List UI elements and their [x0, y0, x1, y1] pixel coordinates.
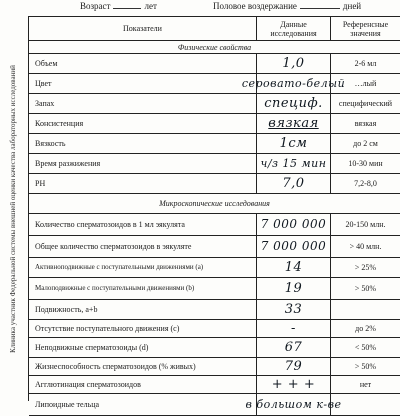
patient-header [28, 0, 400, 12]
abstinence-unit: дней [342, 1, 362, 11]
row-label: Отсутствие поступательного движения (c) [29, 320, 257, 338]
row-reference: 7,2-8,0 [331, 174, 400, 194]
row-value: 33 [257, 300, 331, 320]
row-label: Вязкость [29, 134, 257, 154]
row-value: 1,0 [257, 54, 331, 74]
row-reference [331, 394, 400, 416]
section-microscopic: Микроскопические исследования [29, 194, 400, 214]
row-reference: > 50% [331, 358, 400, 376]
row-value: 14 [257, 258, 331, 278]
row-reference: 20-150 млн. [331, 214, 400, 236]
row-value: 79 [257, 358, 331, 376]
abstinence-blank-line [300, 8, 340, 9]
row-value: + + + [257, 376, 331, 394]
row-reference: …лый [331, 74, 400, 94]
row-reference: 2-6 мл [331, 54, 400, 74]
row-label: Неподвижные сперматозоиды (d) [29, 338, 257, 358]
side-note [0, 18, 26, 400]
row-label: Подвижность, a+b [29, 300, 257, 320]
row-value: специф. [257, 94, 331, 114]
row-value: в большом к-ве [257, 394, 331, 416]
row-label: Общее количество сперматозоидов в эякуляте [29, 236, 257, 258]
row-label: Время разжижения [29, 154, 257, 174]
row-reference: нет [331, 376, 400, 394]
row-value: 67 [257, 338, 331, 358]
row-value: ч/з 15 мин [257, 154, 331, 174]
row-reference: до 2% [331, 320, 400, 338]
row-reference: < 50% [331, 338, 400, 358]
row-label: Объем [29, 54, 257, 74]
results-table [28, 16, 400, 411]
row-value: вязкая [257, 114, 331, 134]
row-label: Малоподвижные с поступательными движениями (b) [29, 278, 257, 300]
row-value: - [257, 320, 331, 338]
row-reference: > 40 млн. [331, 236, 400, 258]
abstinence-label: Половое воздержание [213, 1, 297, 11]
row-label: Жизнеспособность сперматозоидов (% живых) [29, 358, 257, 376]
section-physical: Физические свойства [29, 41, 400, 54]
age-unit: лет [144, 1, 157, 11]
abstinence-field [213, 0, 361, 12]
row-value: 1см [257, 134, 331, 154]
col-header-data: Данные исследования [257, 17, 331, 41]
row-reference: 10-30 мин [331, 154, 400, 174]
row-value: серовато-белый [257, 74, 331, 94]
row-label: Липоидные тельца [29, 394, 257, 416]
row-reference: вязкая [331, 114, 400, 134]
row-value: 7,0 [257, 174, 331, 194]
side-note-text: Клиника участник Федеральной системы внешней оценки качества лабораторных исследований [9, 65, 17, 353]
row-label: Количество сперматозоидов в 1 мл эякулята [29, 214, 257, 236]
row-value: 7 000 000 [257, 236, 331, 258]
row-label: Цвет [29, 74, 257, 94]
row-reference: специфический [331, 94, 400, 114]
row-value: 7 000 000 [257, 214, 331, 236]
row-reference [331, 300, 400, 320]
row-label: PH [29, 174, 257, 194]
row-label: Агглютинация сперматозоидов [29, 376, 257, 394]
row-label: Запах [29, 94, 257, 114]
row-reference: > 50% [331, 278, 400, 300]
row-reference: до 2 см [331, 134, 400, 154]
row-label: Консистенция [29, 114, 257, 134]
age-field [80, 0, 157, 12]
col-header-indicator: Показатели [29, 17, 257, 41]
age-label: Возраст [80, 1, 111, 11]
row-label: Активноподвижные с поступательными движениями (a) [29, 258, 257, 278]
row-reference: > 25% [331, 258, 400, 278]
row-value: 19 [257, 278, 331, 300]
col-header-reference: Референсные значения [331, 17, 400, 41]
age-blank-line [113, 8, 141, 9]
